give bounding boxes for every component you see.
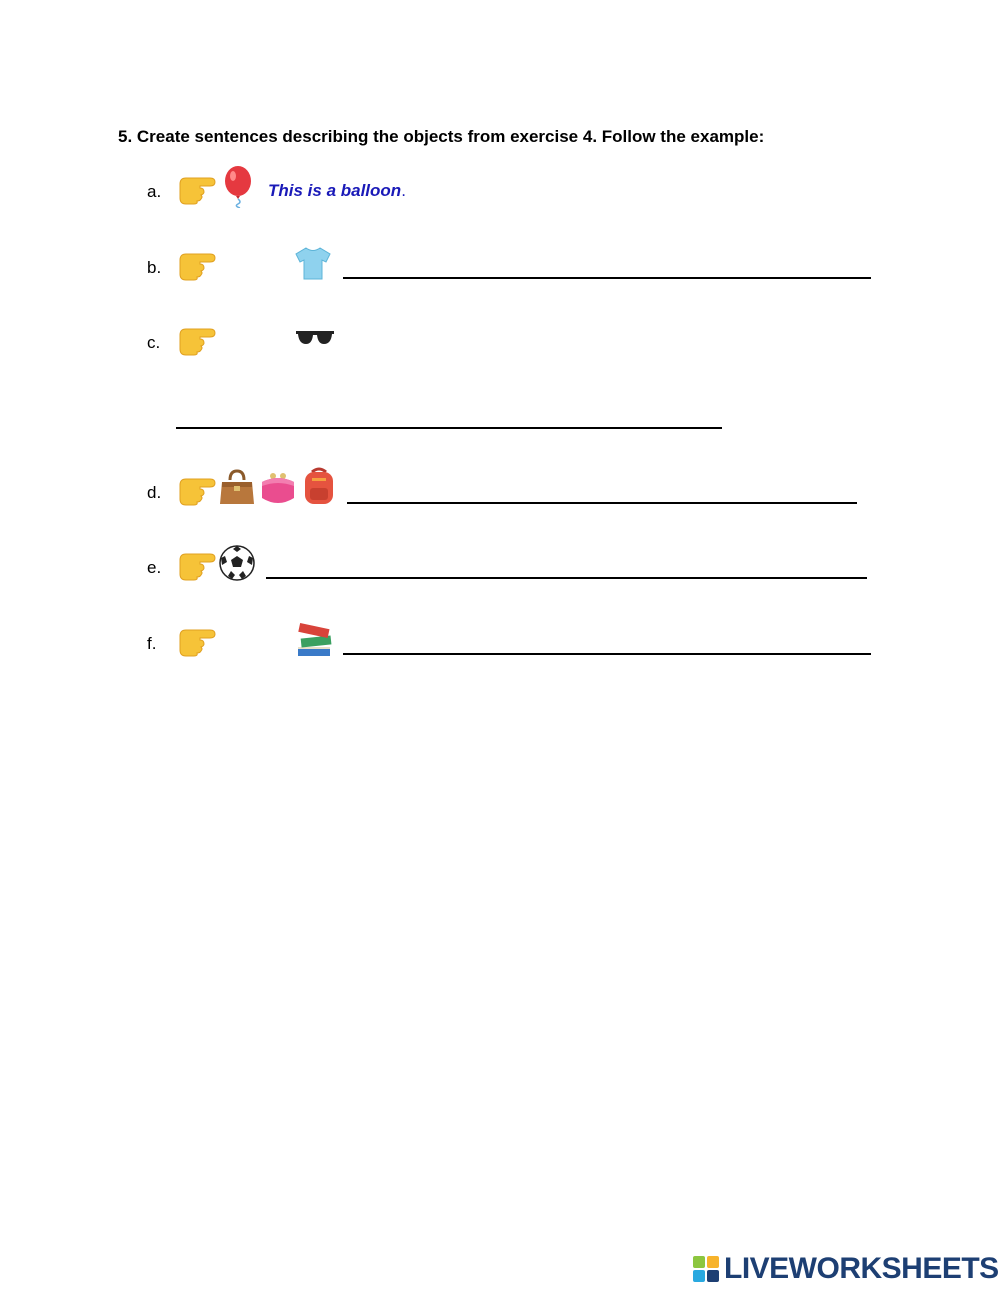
exercise-title: 5. Create sentences describing the objects from exercise 4. Follow the example: [118, 127, 765, 146]
item-label-a: a. [147, 182, 162, 201]
backpack-icon [300, 466, 338, 511]
purse-icon [258, 468, 298, 511]
pointing-hand-icon [176, 321, 218, 362]
brand-name: LIVEWORKSHEETS [724, 1252, 999, 1285]
example-answer-period: . [401, 181, 406, 200]
item-label-f: f. [147, 634, 157, 653]
answer-line-f[interactable] [343, 653, 871, 655]
answer-line-d[interactable] [347, 502, 857, 504]
pointing-hand-icon [176, 546, 218, 587]
t-shirt-icon [294, 245, 332, 286]
soccer-ball-icon [218, 544, 256, 587]
item-label-b: b. [147, 258, 162, 277]
answer-line-e[interactable] [266, 577, 867, 579]
liveworksheets-logo [692, 1253, 999, 1285]
answer-line-c[interactable] [176, 427, 722, 429]
pointing-hand-icon [176, 170, 218, 211]
answer-line-b[interactable] [343, 277, 871, 279]
liveworksheets-logo-mark-icon [692, 1255, 720, 1283]
sunglasses-icon [295, 328, 335, 353]
example-answer-text: This is a balloon [268, 181, 402, 200]
example-answer [268, 181, 406, 201]
pointing-hand-icon [176, 471, 218, 512]
balloon-icon [220, 166, 256, 213]
item-label-c: c. [147, 333, 161, 352]
pointing-hand-icon [176, 622, 218, 663]
pointing-hand-icon [176, 246, 218, 287]
books-icon [294, 619, 336, 664]
item-label-e: e. [147, 558, 162, 577]
handbag-icon [218, 468, 256, 511]
item-label-d: d. [147, 483, 162, 502]
